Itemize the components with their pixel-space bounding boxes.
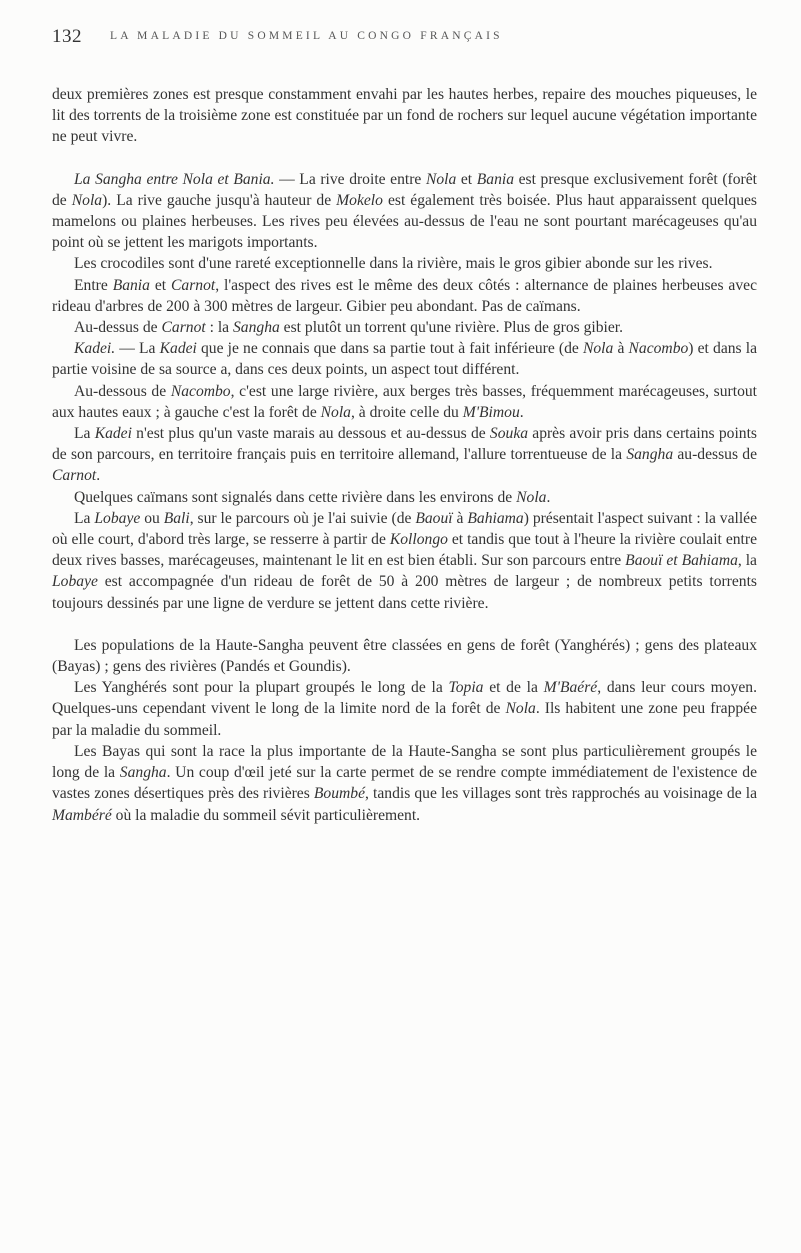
paragraph: Les crocodiles sont d'une rareté exceptionnelle dans la rivière, mais le gros gibier abonde sur les rives.: [74, 255, 713, 273]
page-header: [52, 26, 757, 50]
paragraph: La Lobaye ou Bali, sur le parcours où je l'ai suivie (de Baouï à Bahiama) présentait l'aspect suivant : la vallée où elle court, d'abord très large, se resserre à partir de Kollongo et tandis que tout à l'heure la rivière coulait entre deux rives basses, marécageuses, maintenant le lit en est bien établi. Sur son parcours entre Baouï et Bahiama, la Lobaye est accompagnée d'un rideau de forêt de 50 à 200 mètres de largeur ; de nombreux petits torrents toujours dessinés par une ligne de verdure se jettent dans cette rivière.: [52, 509, 758, 612]
page-number: 132: [52, 26, 82, 47]
paragraph: Au-dessus de Carnot : la Sangha est plutôt un torrent qu'une rivière. Plus de gros gibier.: [74, 319, 623, 337]
body-text: [52, 84, 757, 826]
paragraph: La Kadei n'est plus qu'un vaste marais au dessous et au-dessus de Souka après avoir pris dans certains points de son parcours, en territoire français puis en territoire allemand, l'allure torrentueuse de la Sangha au-dessus de Carnot.: [52, 425, 757, 485]
section-heading-sangha: La Sangha entre Nola et Bania.: [74, 170, 275, 188]
paragraph: Les populations de la Haute-Sangha peuvent être classées en gens de forêt (Yanghérés) ; gens des plateaux (Bayas) ; gens des rivières (Pandés et Goundis).: [52, 636, 757, 676]
running-head: LA MALADIE DU SOMMEIL AU CONGO FRANÇAIS: [110, 30, 503, 42]
paragraph: Les Yanghérés sont pour la plupart groupés le long de la Topia et de la M'Baéré, dans leur cours moyen. Quelques-uns cependant vivent le long de la limite nord de la forêt de Nola. Ils habitent une zone peu frappée par la maladie du sommeil.: [52, 679, 757, 739]
paragraph: Les Bayas qui sont la race la plus importante de la Haute-Sangha se sont plus particulièrement groupés le long de la Sangha. Un coup d'œil jeté sur la carte permet de se rendre compte immédiatement de l'existence de vastes zones désertiques près des rivières Boumbé, tandis que les villages sont très rapprochés au voisinage de la Mambéré où la maladie du sommeil sévit particulièrement.: [52, 742, 758, 824]
section-heading-kadei: Kadei.: [74, 340, 116, 358]
paragraph: Entre Bania et Carnot, l'aspect des rives est le même des deux côtés : alternance de plaines herbeuses avec rideau d'arbres de 200 à 300 mètres de largeur. Gibier peu abondant. Pas de caïmans.: [52, 276, 757, 315]
paragraph: Au-dessous de Nacombo, c'est une large rivière, aux berges très basses, fréquemment marécageuses, surtout aux hautes eaux ; à gauche c'est la forêt de Nola, à droite celle du M'Bimou.: [52, 382, 757, 421]
section-paragraph-sangha: La Sangha entre Nola et Bania. — La rive droite entre Nola et Bania est presque exclusivement forêt (forêt de Nola). La rive gauche jusqu'à hauteur de Mokelo est également très boisée. Plus haut apparaissent quelques mamelons ou plaines herbeuses. Les rives peu élevées au-dessus de l'eau ne sont pourtant marécageuses qu'au point où se jettent les marigots importants.: [52, 170, 757, 252]
paragraph: deux premières zones est presque constamment envahi par les hautes herbes, repaire des mouches piqueuses, le lit des torrents de la troisième zone est constituée par un fond de rochers sur lequel aucune végétation importante ne peut vivre.: [52, 86, 757, 146]
section-paragraph-kadei: Kadei. — La Kadei que je ne connais que dans sa partie tout à fait inférieure (de Nola à Nacombo) et dans la partie voisine de sa source a, dans ces deux points, un aspect tout différent.: [52, 340, 757, 379]
paragraph: Quelques caïmans sont signalés dans cette rivière dans les environs de Nola.: [74, 488, 551, 506]
